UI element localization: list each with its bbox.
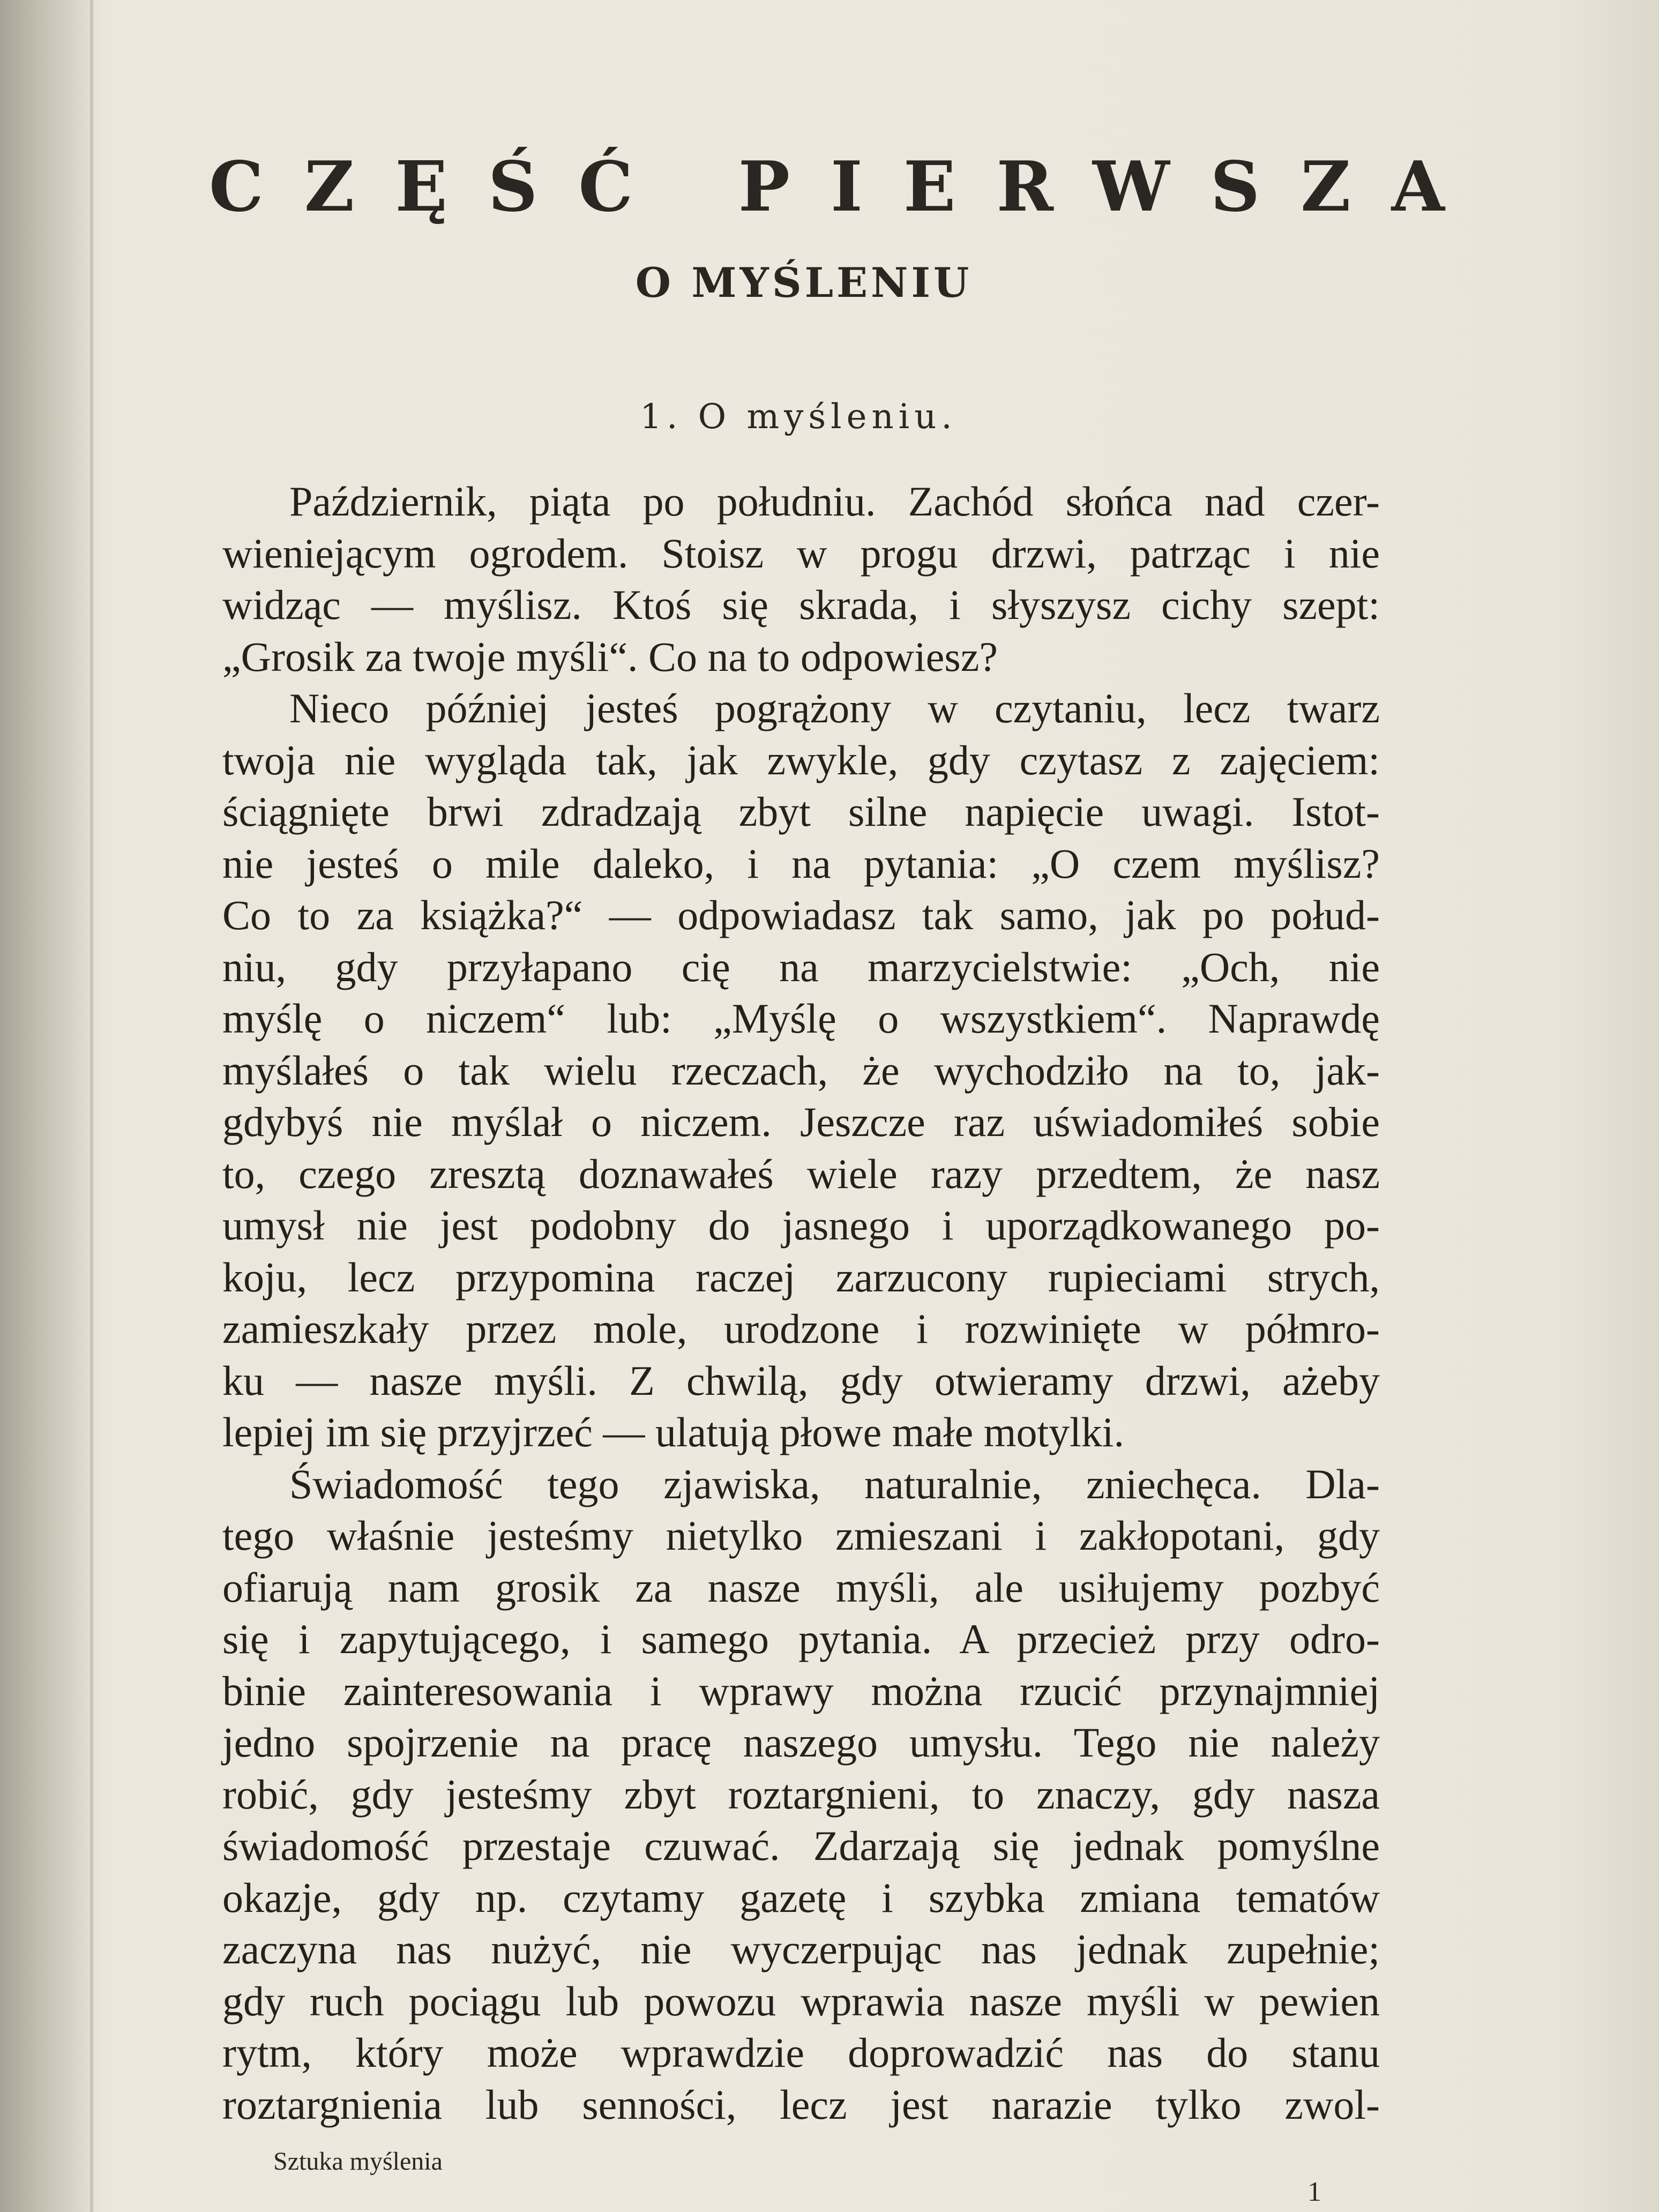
text-line: ku — nasze myśli. Z chwilą, gdy otwieramy drzwi, ażeby [222,1357,1380,1404]
page-edge-shadow [0,0,91,2212]
text-line: Świadomość tego zjawiska, naturalnie, zniechęca. Dla- [289,1460,1380,1507]
part-title: CZĘŚĆ PIERWSZA [209,147,1485,227]
page-fold [90,0,93,2212]
text-line: ściągnięte brwi zdradzają zbyt silne napięcie uwagi. Istot- [222,788,1380,835]
text-line: okazje, gdy np. czytamy gazetę i szybka zmiana tematów [222,1874,1380,1921]
text-line: gdy ruch pociągu lub powozu wprawia nasze myśli w pewien [222,1977,1380,2024]
text-line: świadomość przestaje czuwać. Zdarzają się jednak pomyślne [222,1822,1380,1869]
text-line: jedno spojrzenie na pracę naszego umysłu. Tego nie należy [222,1719,1380,1766]
text-line: rytm, który może wprawdzie doprowadzić nas do stanu [222,2029,1380,2076]
text-line: niu, gdy przyłapano cię na marzycielstwie: „Och, nie [222,943,1380,990]
text-line: zamieszkały przez mole, urodzone i rozwinięte w półmro- [222,1305,1380,1352]
text-line: binie zainteresowania i wprawy można rzucić przynajmniej [222,1667,1380,1714]
text-line: się i zapytującego, i samego pytania. A przecież przy odro- [222,1616,1380,1662]
text-line: „Grosik za twoje myśli“. Co na to odpowiesz? [222,633,998,680]
text-line: to, czego zresztą doznawałeś wiele razy przedtem, że nasz [222,1150,1380,1197]
text-line: umysł nie jest podobny do jasnego i uporządkowanego po- [222,1202,1380,1249]
text-line: wieniejącym ogrodem. Stoisz w progu drzwi, patrząc i nie [222,529,1380,577]
text-line: Nieco później jesteś pogrążony w czytaniu, lecz twarz [289,685,1380,731]
text-line: twoja nie wygląda tak, jak zwykle, gdy czytasz z zajęciem: [222,736,1380,783]
text-line: tego właśnie jesteśmy nietylko zmieszani i zakłopotani, gdy [222,1512,1380,1559]
text-line: Co to za książka?“ — odpowiadasz tak samo, jak po połud- [222,892,1380,938]
text-line: koju, lecz przypomina raczej zarzucony rupieciami strych, [222,1253,1380,1301]
text-line: nie jesteś o mile daleko, i na pytania: „O czem myślisz? [222,840,1380,887]
text-line: gdybyś nie myślał o niczem. Jeszcze raz uświadomiłeś sobie [222,1098,1380,1145]
text-line: myślałeś o tak wielu rzeczach, że wychodziło na to, jak- [222,1047,1380,1094]
text-line: lepiej im się przyjrzeć — ulatują płowe małe motylki. [222,1409,1124,1455]
page-number: 1 [1307,2177,1321,2207]
text-line: robić, gdy jesteśmy zbyt roztargnieni, to znaczy, gdy nasza [222,1770,1380,1818]
section-heading: 1. O myśleniu. [640,397,957,437]
text-line: roztargnienia lub senności, lecz jest narazie tylko zwol- [222,2081,1380,2128]
footer-book-title: Sztuka myślenia [273,2147,443,2176]
text-line: ofiarują nam grosik za nasze myśli, ale usiłujemy pozbyć [222,1564,1380,1611]
text-line: Październik, piąta po południu. Zachód słońca nad czer- [289,478,1380,525]
text-line: widząc — myślisz. Ktoś się skrada, i słyszysz cichy szept: [222,581,1380,628]
part-subtitle: O MYŚLENIU [635,259,973,307]
text-line: zaczyna nas nużyć, nie wyczerpując nas jednak zupełnie; [222,1926,1380,1972]
body-text [222,476,1380,2131]
text-line: myślę o niczem“ lub: „Myślę o wszystkiem“. Naprawdę [222,995,1380,1042]
